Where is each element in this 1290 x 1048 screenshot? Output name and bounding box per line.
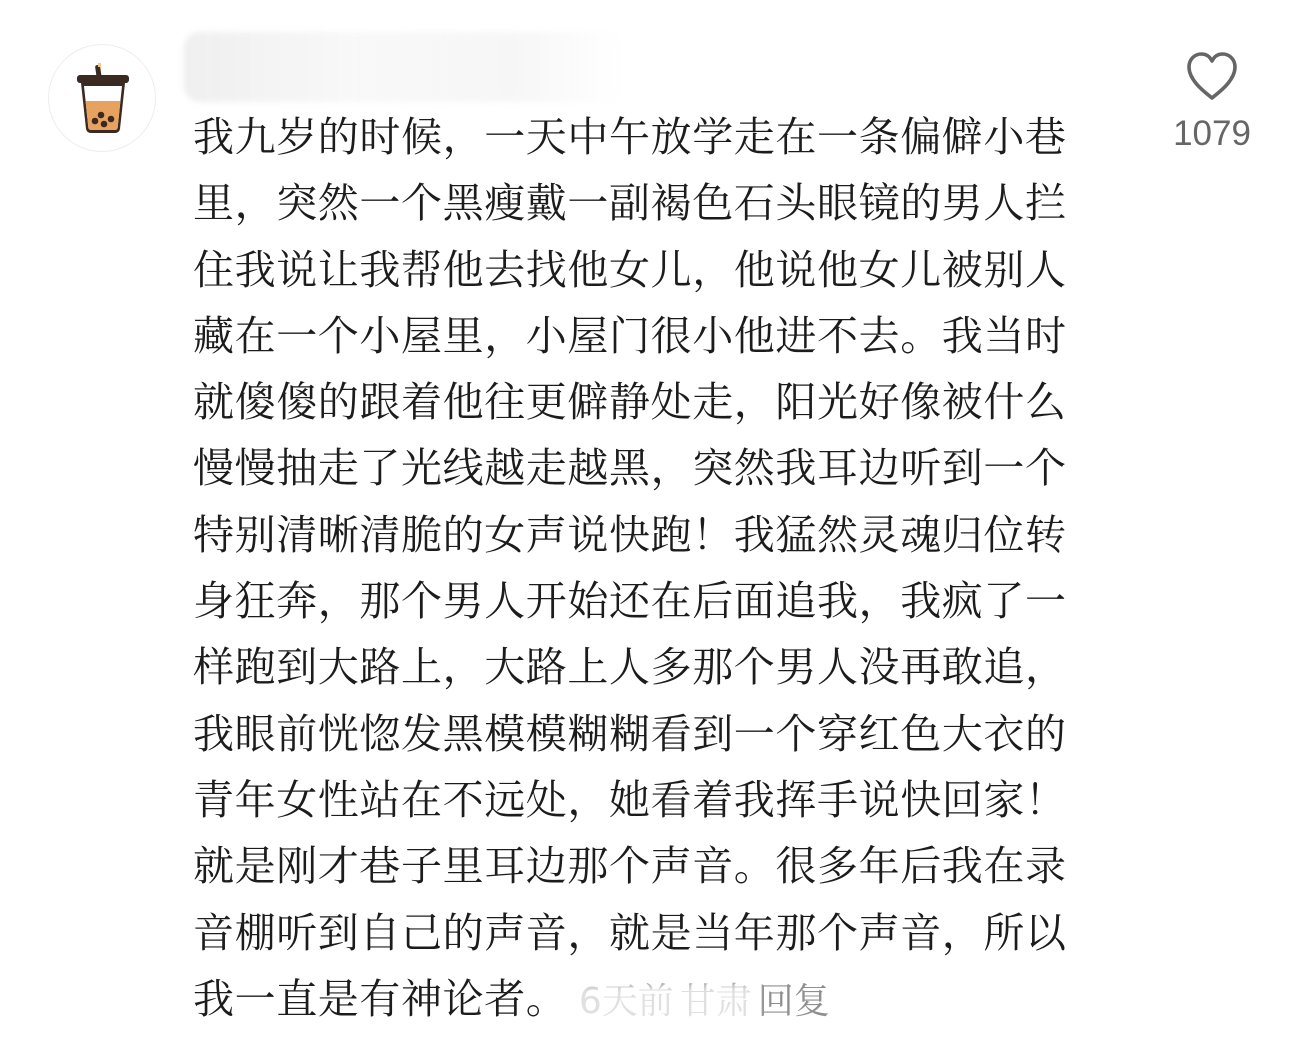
- comment-line: 里，突然一个黑瘦戴一副褐色石头眼镜的男人拦: [193, 179, 1067, 228]
- watermark-overlay: [568, 984, 758, 1028]
- reply-button[interactable]: 回复: [757, 980, 830, 1022]
- bubble-tea-icon: [49, 45, 156, 152]
- username-blurred[interactable]: [184, 32, 624, 102]
- comment-line: 音棚听到自己的声音，就是当年那个声音，所以: [193, 908, 1067, 957]
- comment-line: 慢慢抽走了光线越走越黑，突然我耳边听到一个: [193, 444, 1067, 493]
- heart-icon: [1184, 50, 1240, 102]
- like-count: 1079: [1173, 114, 1251, 153]
- comment-text: [193, 104, 1093, 1035]
- comment-line: 身狂奔，那个男人开始还在后面追我，我疯了一: [193, 577, 1067, 626]
- comment-line: 特别清晰清脆的女声说快跑！我猛然灵魂归位转: [193, 510, 1067, 559]
- like-button[interactable]: [1160, 46, 1264, 166]
- comment-line: 我眼前恍惚发黑模模糊糊看到一个穿红色大衣的: [193, 709, 1067, 758]
- comment-line: 藏在一个小屋里，小屋门很小他进不去。我当时: [193, 311, 1067, 360]
- comment-line: 我一直是有神论者。: [193, 974, 568, 1023]
- comment-line: 青年女性站在不远处，她看着我挥手说快回家！: [193, 775, 1067, 824]
- comment-line: 我九岁的时候，一天中午放学走在一条偏僻小巷: [193, 113, 1067, 161]
- comment-line: 就是刚才巷子里耳边那个声音。很多年后我在录: [193, 842, 1067, 891]
- comment-line: 样跑到大路上，大路上人多那个男人没再敢追，: [193, 643, 1067, 692]
- user-avatar[interactable]: [48, 44, 156, 152]
- comment-line: 住我说让我帮他去找他女儿，他说他女儿被别人: [193, 245, 1067, 294]
- comment-line: 就傻傻的跟着他往更僻静处走，阳光好像被什么: [193, 378, 1067, 427]
